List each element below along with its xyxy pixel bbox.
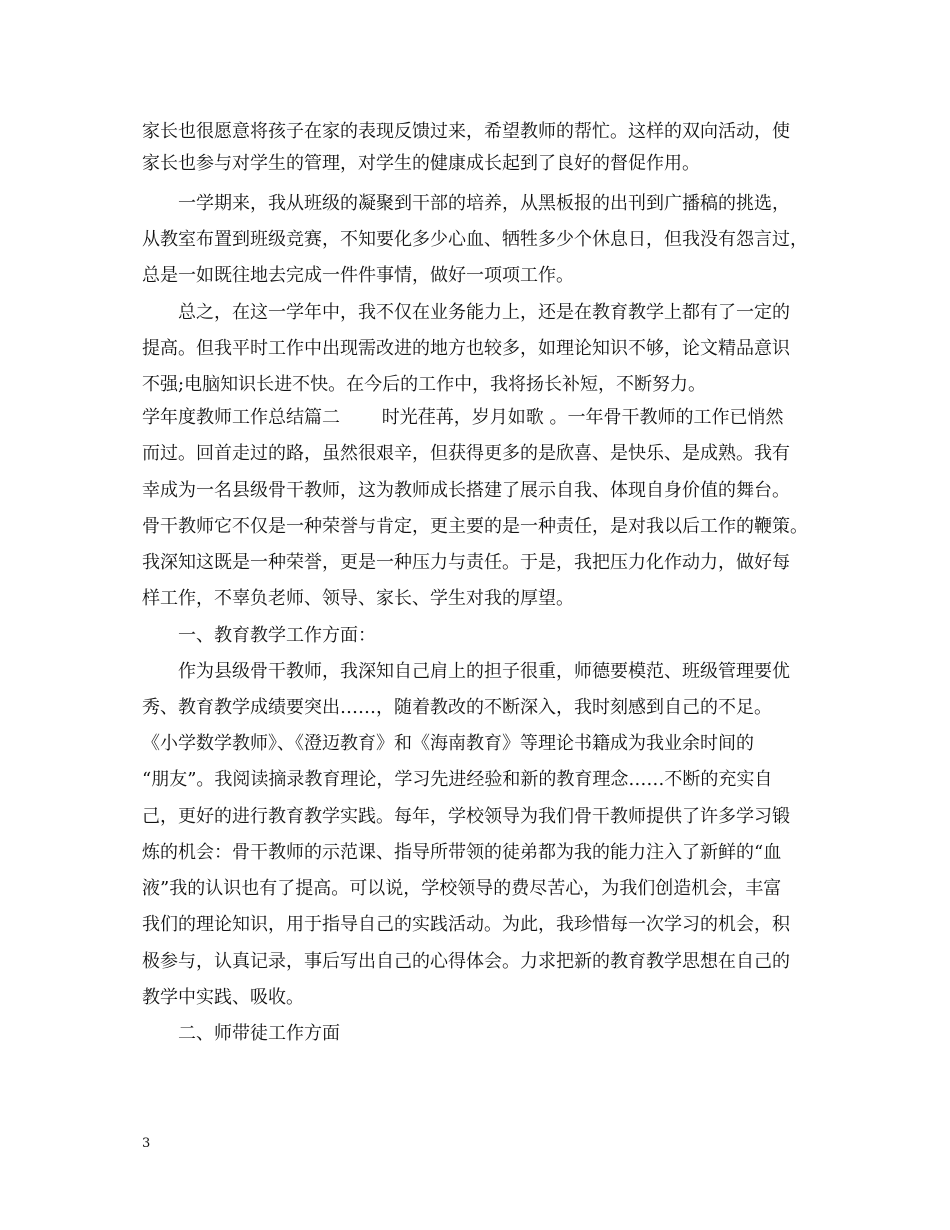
body-text-line: 提高。但我平时工作中出现需改进的地方也较多，如理论知识不够，论文精品意识 xyxy=(142,338,790,359)
body-text-line: 幸成为一名县级骨干教师，这为教师成长搭建了展示自我、体现自身价值的舞台。 xyxy=(142,480,790,501)
page-number: 3 xyxy=(142,1136,151,1151)
section-heading-line: 学年度教师工作总结篇二 时光荏苒，岁月如歌 。一年骨干教师的工作已悄然 xyxy=(142,407,784,428)
subheading-line: 二、师带徒工作方面 xyxy=(178,1023,340,1044)
body-text-line: 秀、教育教学成绩要突出……，随着教改的不断深入，我时刻感到自己的不足。 xyxy=(142,697,772,718)
body-text-line: 从教室布置到班级竞赛，不知要化多少心血、牺牲多少个休息日，但我没有怨言过， xyxy=(142,229,808,250)
body-text-line: 我们的理论知识，用于指导自己的实践活动。为此，我珍惜每一次学习的机会，积 xyxy=(142,914,790,935)
body-text-line: 而过。回首走过的路，虽然很艰辛，但获得更多的是欣喜、是快乐、是成熟。我有 xyxy=(142,443,790,464)
body-text-line: 总是一如既往地去完成一件件事情，做好一项项工作。 xyxy=(142,265,574,286)
body-text-line: 不强;电脑知识长进不快。在今后的工作中，我将扬长补短，不断努力。 xyxy=(142,374,707,395)
body-text-line: 教学中实践、吸收。 xyxy=(142,987,304,1008)
body-text-line: 我深知这既是一种荣誉，更是一种压力与责任。于是，我把压力化作动力，做好每 xyxy=(142,552,790,573)
body-text-line: 《小学数学教师》、《澄迈教育》和《海南教育》等理论书籍成为我业余时间的 xyxy=(142,733,754,754)
body-text-line: 骨干教师它不仅是一种荣誉与肯定，更主要的是一种责任，是对我以后工作的鞭策。 xyxy=(142,516,808,537)
body-text-line: 一学期来，我从班级的凝聚到干部的培养，从黑板报的出刊到广播稿的挑选， xyxy=(178,193,790,214)
body-text-line: 总之，在这一学年中，我不仅在业务能力上，还是在教育教学上都有了一定的 xyxy=(178,302,790,323)
body-text-line: 家长也参与对学生的管理，对学生的健康成长起到了良好的督促作用。 xyxy=(142,153,700,174)
body-text-line: 家长也很愿意将孩子在家的表现反馈过来，希望教师的帮忙。这样的双向活动，使 xyxy=(142,121,790,142)
body-text-line: “朋友”。我阅读摘录教育理论，学习先进经验和新的教育理念……不断的充实自 xyxy=(142,769,773,790)
body-text-line: 己，更好的进行教育教学实践。每年，学校领导为我们骨干教师提供了许多学习锻 xyxy=(142,806,790,827)
body-text-line: 炼的机会：骨干教师的示范课、指导所带领的徒弟都为我的能力注入了新鲜的“血 xyxy=(142,842,782,863)
body-text-line: 极参与，认真记录，事后写出自己的心得体会。力求把新的教育教学思想在自己的 xyxy=(142,951,790,972)
body-text-line: 液”我的认识也有了提高。可以说，学校领导的费尽苦心，为我们创造机会，丰富 xyxy=(142,878,782,899)
subheading-line: 一、教育教学工作方面： xyxy=(178,625,376,646)
body-text-line: 样工作，不辜负老师、领导、家长、学生对我的厚望。 xyxy=(142,588,574,609)
body-text-line: 作为县级骨干教师，我深知自己肩上的担子很重，师德要模范、班级管理要优 xyxy=(178,661,790,682)
